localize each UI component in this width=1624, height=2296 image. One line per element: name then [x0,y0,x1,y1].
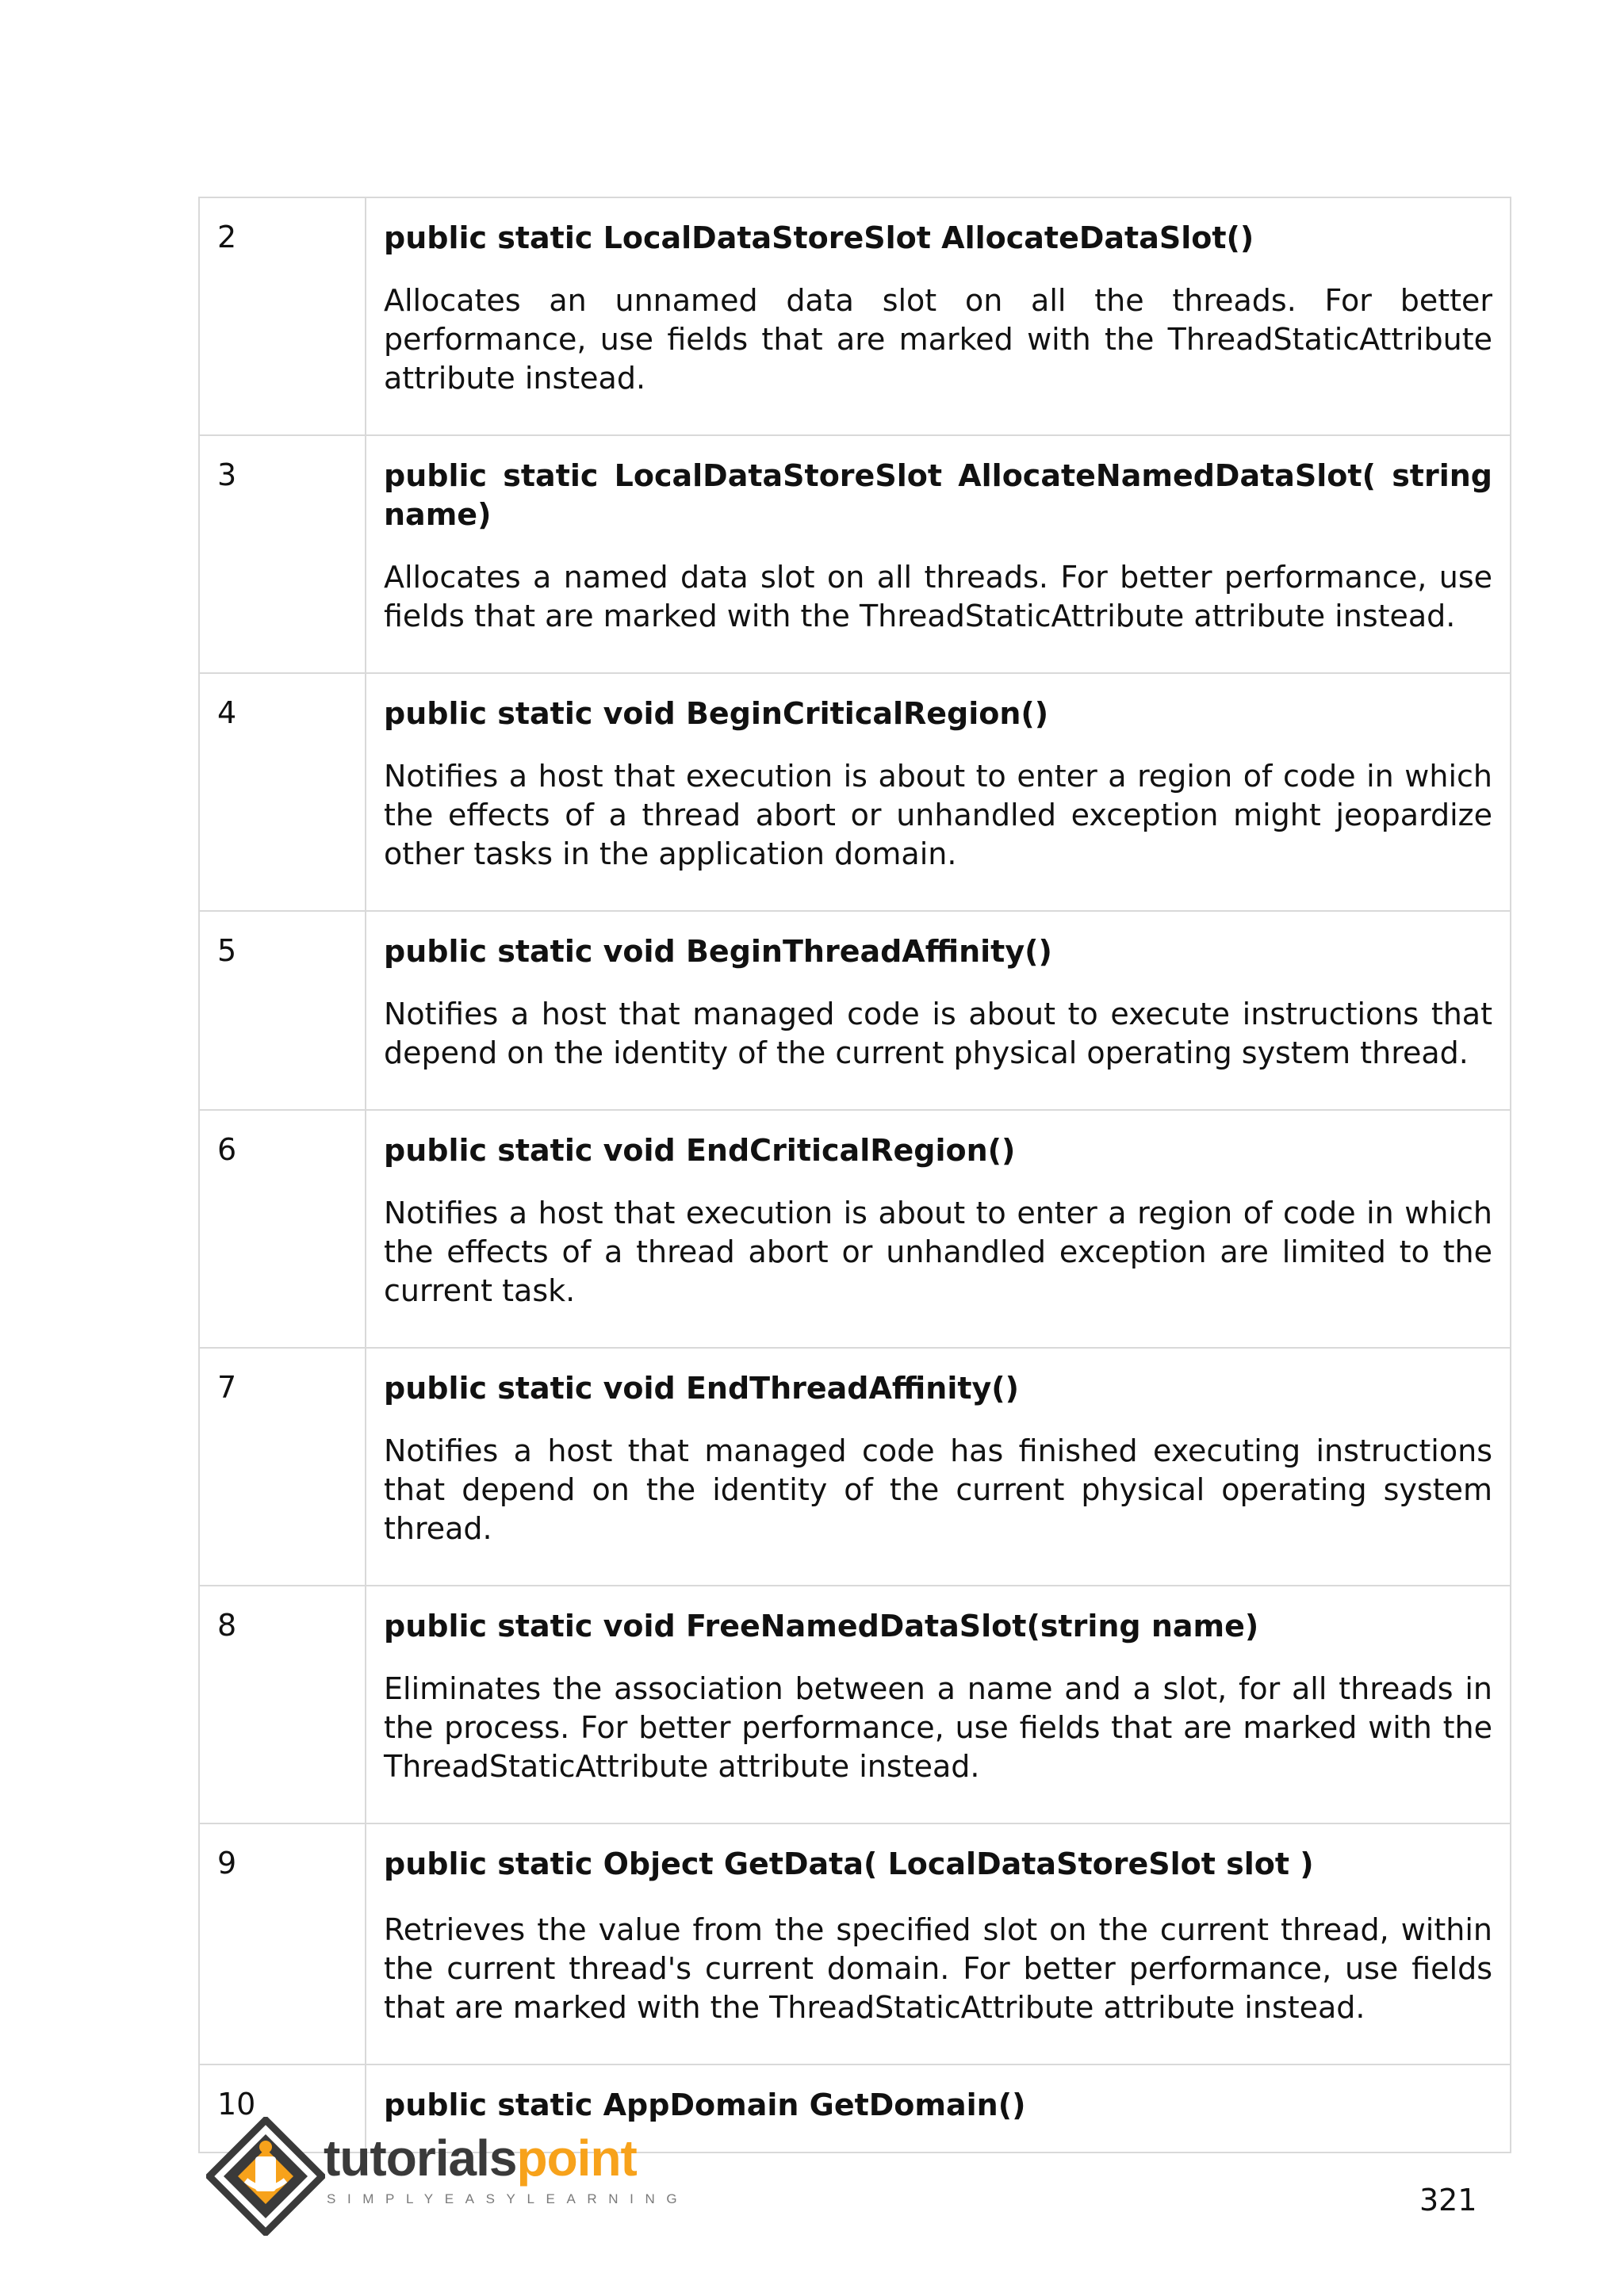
method-signature: public static LocalDataStoreSlot AllocateNamedDataSlot( string name) [384,458,1492,532]
method-description: Eliminates the association between a name and a slot, for all threads in the process. For better performance, use fields that are marked with the ThreadStaticAttribute attribute instead. [384,1671,1492,1784]
row-number: 7 [199,1348,366,1586]
row-number: 3 [199,435,366,673]
row-number: 9 [199,1823,366,2064]
table-row [199,911,1511,1110]
method-signature: public static void EndThreadAffinity() [384,1371,1020,1406]
row-content [366,911,1511,1110]
method-signature: public static void EndCriticalRegion() [384,1133,1016,1168]
tutorialspoint-logo [198,2109,689,2244]
table-row [199,1823,1511,2064]
method-signature: public static Object GetData( LocalDataStoreSlot slot ) [384,1846,1314,1881]
logo-tagline: SIMPLYEASYLEARNING [327,2191,689,2206]
method-description: Notifies a host that execution is about to enter a region of code in which the effects of a thread abort or unhandled exception are limited to the current task. [384,1196,1492,1308]
table-row [199,435,1511,673]
logo-word-tutorials: tutorials [324,2130,517,2187]
table-row [199,1110,1511,1348]
method-signature: public static LocalDataStoreSlot AllocateDataSlot() [384,220,1254,255]
method-signature: public static void FreeNamedDataSlot(string name) [384,1609,1259,1644]
row-number: 10 [199,2064,366,2152]
row-content [366,1586,1511,1823]
method-description: Notifies a host that managed code has finished executing instructions that depend on the identity of the current physical operating system thread. [384,1433,1492,1546]
row-content [366,1348,1511,1586]
logo-word-point: point [516,2130,637,2187]
row-number: 5 [199,911,366,1110]
methods-table [198,197,1511,2153]
method-signature: public static AppDomain GetDomain() [384,2087,1026,2122]
tutorialspoint-logo-icon [206,2117,325,2236]
table-row [199,673,1511,911]
page-number: 321 [1419,2183,1477,2218]
method-description: Allocates a named data slot on all threads. For better performance, use fields that are marked with the ThreadStaticAttribute attribute instead. [384,560,1492,633]
row-number: 2 [199,197,366,435]
row-number: 4 [199,673,366,911]
row-content [366,1110,1511,1348]
table-row [199,1348,1511,1586]
row-content [366,1823,1511,2064]
row-content [366,673,1511,911]
logo-wordmark [324,2130,637,2187]
method-signature: public static void BeginCriticalRegion() [384,696,1049,731]
row-number: 6 [199,1110,366,1348]
method-description: Retrieves the value from the specified slot on the current thread, within the current thread's current domain. For better performance, use fields that are marked with the ThreadStaticAttribute attribute instead. [384,1912,1492,2025]
table-row [199,197,1511,435]
table-row [199,1586,1511,1823]
row-content [366,435,1511,673]
method-description: Notifies a host that managed code is about to execute instructions that depend on the identity of the current physical operating system thread. [384,997,1492,1070]
row-number: 8 [199,1586,366,1823]
row-content [366,197,1511,435]
method-description: Allocates an unnamed data slot on all the threads. For better performance, use fields that are marked with the ThreadStaticAttribute attribute instead. [384,283,1492,396]
method-description: Notifies a host that execution is about to enter a region of code in which the effects of a thread abort or unhandled exception might jeopardize other tasks in the application domain. [384,759,1492,871]
method-signature: public static void BeginThreadAffinity() [384,934,1052,969]
